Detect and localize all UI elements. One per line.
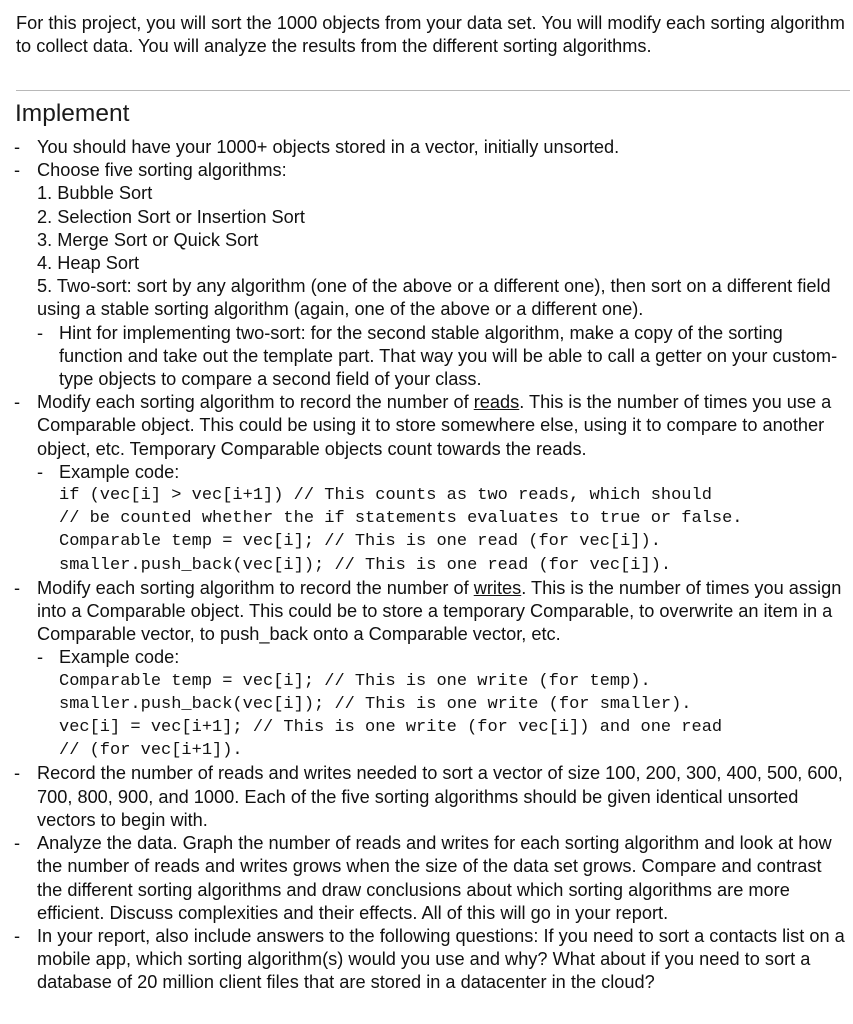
list-item — [0, 925, 853, 995]
algorithm-item: 1. Bubble Sort — [37, 183, 153, 204]
code-line: Comparable temp = vec[i]; // This is one write (for temp). — [59, 671, 651, 691]
bullet-dash: - — [14, 763, 21, 784]
list-item — [0, 762, 853, 832]
code-line: // (for vec[i+1]). — [59, 741, 243, 761]
bullet-text: Example code: — [59, 647, 180, 668]
bullet-dash: - — [14, 137, 21, 157]
sub-list-item — [0, 646, 853, 669]
intro-paragraph: For this project, you will sort the 1000 objects from your data set. You will modify each sorting algorithm to collect data. You will analyze the results from the different sorting algorithms. — [16, 13, 845, 57]
code-line: // be counted whether the if statements evaluates to true or false. — [59, 509, 743, 529]
list-item — [0, 832, 853, 925]
text-run: Modify each sorting algorithm to record the number of — [37, 392, 474, 413]
bullet-dash: - — [14, 392, 21, 413]
bullet-dash: - — [14, 160, 21, 181]
bullet-dash: - — [37, 647, 44, 668]
code-line: smaller.push_back(vec[i]); // This is one write (for smaller). — [59, 694, 692, 714]
code-line: smaller.push_back(vec[i]); // This is one read (for vec[i]). — [59, 555, 672, 575]
bullet-dash: - — [14, 577, 21, 598]
implement-list — [0, 136, 853, 995]
code-line: Comparable temp = vec[i]; // This is one read (for vec[i]). — [59, 532, 661, 552]
bullet-text: In your report, also include answers to the following questions: If you need to sort a contacts list on a mobile app, which sorting algorithm(s) would you use and why? What about if you need to sort a database of 20 million client files that are stored in a datacenter in the cloud? — [37, 925, 845, 993]
writes-term: writes — [473, 577, 522, 598]
bullet-text — [37, 392, 831, 458]
list-item — [0, 159, 853, 182]
algorithm-item: 5. Two-sort: sort by any algorithm (one of the above or a different one), then sort on a different field using a stable sorting algorithm (again, one of the above or a different one). — [37, 276, 831, 320]
algorithm-item: 3. Merge Sort or Quick Sort — [37, 229, 259, 250]
sub-list-item — [0, 322, 853, 392]
list-item — [0, 391, 853, 461]
section-heading: Implement — [15, 100, 130, 127]
code-line: vec[i] = vec[i+1]; // This is one write (for vec[i]) and one read — [59, 718, 723, 738]
list-item — [0, 577, 853, 647]
bullet-dash: - — [14, 925, 21, 946]
algorithm-item: 4. Heap Sort — [37, 253, 140, 274]
bullet-text: Choose five sorting algorithms: — [37, 160, 287, 181]
bullet-text: Hint for implementing two-sort: for the second stable algorithm, make a copy of the sorting function and take out the template part. That way you will be able to call a getter on your custom-type objects to compare a second field of your class. — [59, 322, 838, 390]
bullet-dash: - — [37, 322, 44, 343]
bullet-text: You should have your 1000+ objects stored in a vector, initially unsorted. — [37, 137, 620, 157]
bullet-text: Record the number of reads and writes needed to sort a vector of size 100, 200, 300, 400, 500, 600, 700, 800, 900, and 1000. Each of the five sorting algorithms should be given identical unsorted vectors to begin with. — [37, 763, 843, 830]
sub-list-item — [0, 461, 853, 484]
text-run: Modify each sorting algorithm to record the number of — [37, 577, 474, 598]
bullet-dash: - — [37, 461, 44, 482]
text-run: . This is the number of times you assign into a Comparable object. This could be to store a temporary Comparable, to overwrite an item in a Comparable vector, to push_back onto a Comparable vector, etc. — [37, 577, 842, 645]
list-item — [0, 136, 853, 159]
bullet-text: Example code: — [59, 461, 180, 482]
text-run: . This is the number of times you use a Comparable object. This could be using it to store somewhere else, using it to compare to another object, etc. Temporary Comparable objects count towards the reads. — [37, 392, 832, 459]
reads-term: reads — [473, 392, 520, 413]
code-line: if (vec[i] > vec[i+1]) // This counts as two reads, which should — [59, 486, 712, 506]
divider — [16, 90, 850, 91]
algorithm-item: 2. Selection Sort or Insertion Sort — [37, 206, 305, 227]
bullet-text — [37, 578, 841, 644]
bullet-dash: - — [14, 833, 21, 854]
bullet-text: Analyze the data. Graph the number of reads and writes for each sorting algorithm and look at how the number of reads and writes grows when the size of the data set grows. Compare and contrast the different sorting algorithms and draw conclusions about which sorting algorithms are more efficient. Discuss complexities and their effects. All of this will go in your report. — [37, 833, 832, 923]
